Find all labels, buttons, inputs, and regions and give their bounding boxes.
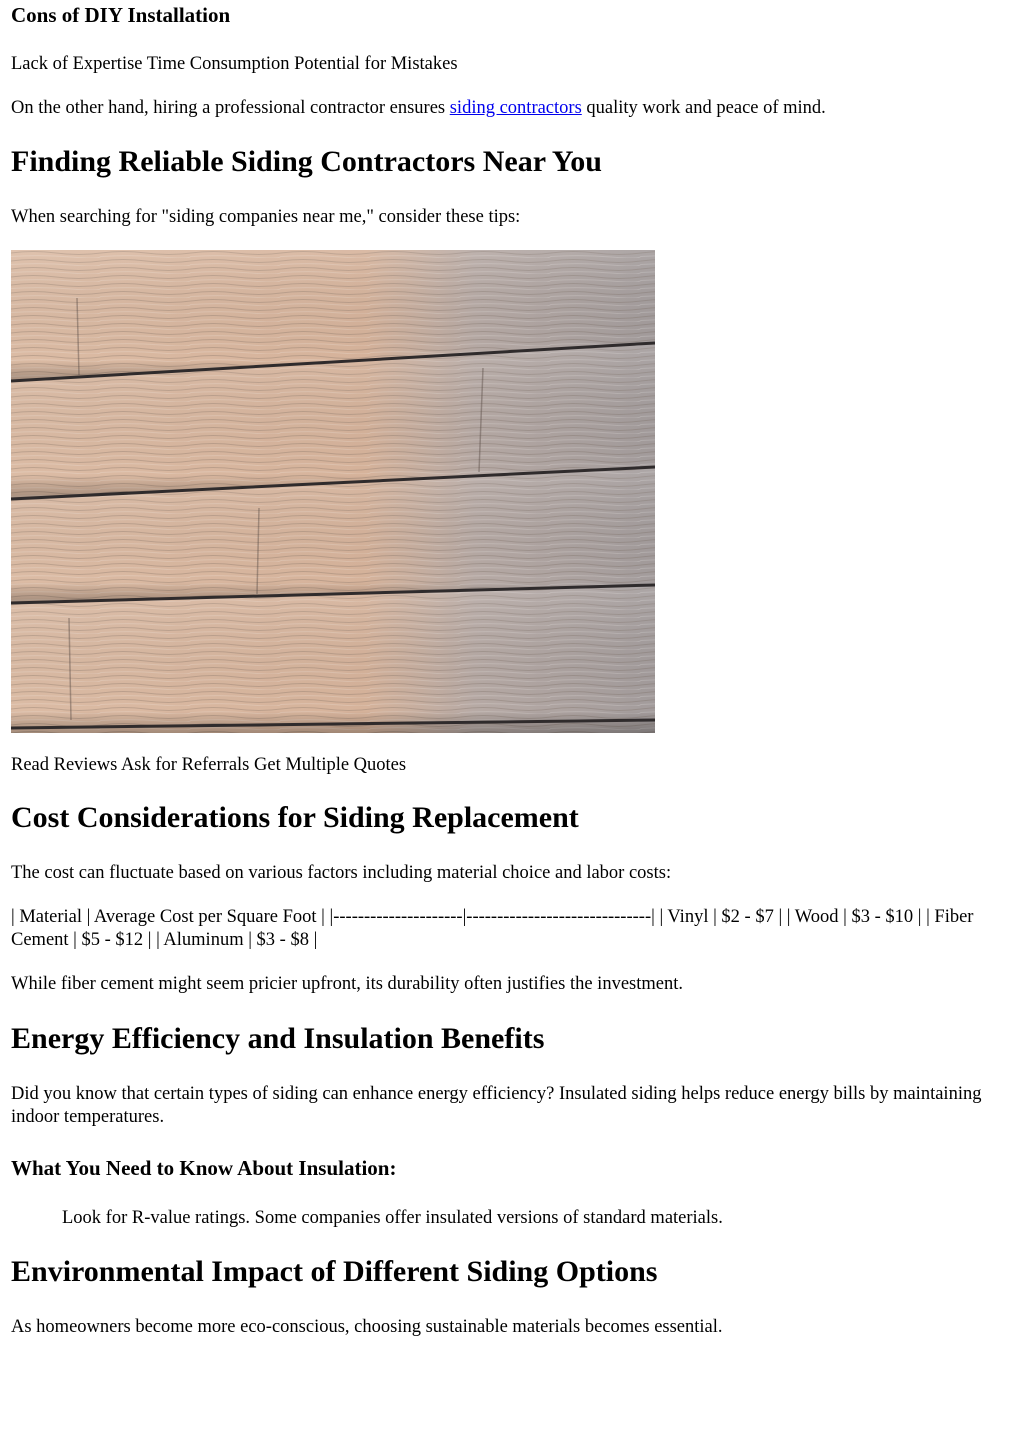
environment-paragraph: As homeowners become more eco-conscious, choosing sustainable materials becomes essential.: [11, 1317, 723, 1337]
cost-intro: The cost can fluctuate based on various factors including material choice and labor costs:: [11, 863, 672, 883]
energy-paragraph: Did you know that certain types of siding can enhance energy efficiency? Insulated siding helps reduce energy bills by maintaining indoor temperatures.: [11, 1084, 982, 1127]
siding-contractors-link[interactable]: siding contractors: [449, 98, 582, 118]
cons-heading: Cons of DIY Installation: [11, 3, 231, 27]
insulation-heading: What You Need to Know About Insulation:: [11, 1156, 397, 1180]
cost-heading: Cost Considerations for Siding Replacement: [11, 801, 579, 834]
siding-photo: [11, 250, 655, 733]
insulation-list: Look for R-value ratings. Some companies offer insulated versions of standard materials.: [62, 1208, 723, 1228]
tips-list: Read Reviews Ask for Referrals Get Multiple Quotes: [11, 755, 407, 775]
professional-paragraph-start: On the other hand, hiring a professional contractor ensures: [11, 98, 450, 118]
professional-paragraph-end: quality work and peace of mind.: [581, 98, 826, 118]
cons-list: Lack of Expertise Time Consumption Potential for Mistakes: [11, 54, 458, 74]
environment-heading: Environmental Impact of Different Siding Options: [11, 1255, 658, 1288]
finding-intro: When searching for "siding companies near me," consider these tips:: [11, 207, 521, 227]
finding-heading: Finding Reliable Siding Contractors Near You: [11, 145, 602, 178]
cost-note: While fiber cement might seem pricier upfront, its durability often justifies the investment.: [11, 974, 683, 994]
cost-table-text: | Material | Average Cost per Square Foot | |---------------------|------------------------------| | Vinyl | $2 - $7 | | Wood | $3 - $10 | | Fiber Cement | $5 - $12 | | Aluminum | $3 - $8 |: [11, 907, 974, 950]
energy-heading: Energy Efficiency and Insulation Benefits: [11, 1022, 545, 1055]
professional-paragraph: [11, 97, 1001, 120]
